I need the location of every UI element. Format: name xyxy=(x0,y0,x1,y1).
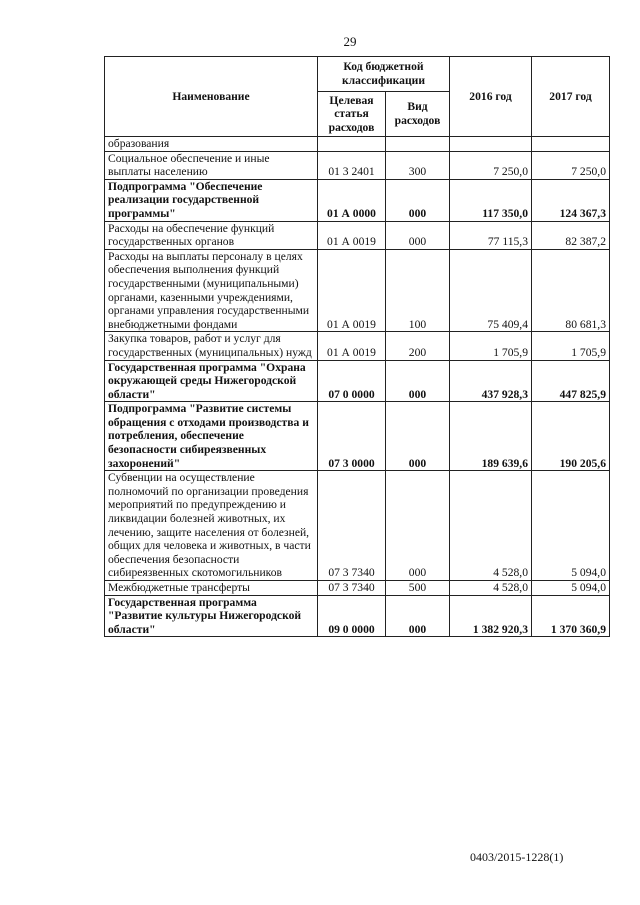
row-name: Подпрограмма "Обеспечение реализации государственной программы" xyxy=(105,179,318,221)
row-target-article: 07 3 0000 xyxy=(318,402,386,471)
row-amount-2016: 75 409,4 xyxy=(450,249,532,332)
row-target-article: 01 А 0019 xyxy=(318,221,386,249)
row-amount-2017: 124 367,3 xyxy=(532,179,610,221)
row-target-article: 01 А 0000 xyxy=(318,179,386,221)
header-name: Наименование xyxy=(105,57,318,137)
row-name: Государственная программа "Охрана окружающей среды Нижегородской области" xyxy=(105,360,318,402)
row-target-article: 07 0 0000 xyxy=(318,360,386,402)
row-expense-type: 000 xyxy=(386,402,450,471)
row-amount-2016: 1 382 920,3 xyxy=(450,595,532,637)
table-row xyxy=(105,249,610,332)
row-amount-2016: 1 705,9 xyxy=(450,332,532,360)
row-expense-type: 000 xyxy=(386,360,450,402)
row-name: Социальное обеспечение и иные выплаты населению xyxy=(105,151,318,179)
table-row xyxy=(105,360,610,402)
row-name: Закупка товаров, работ и услуг для государственных (муниципальных) нужд xyxy=(105,332,318,360)
table-row xyxy=(105,151,610,179)
row-expense-type: 300 xyxy=(386,151,450,179)
table-row xyxy=(105,221,610,249)
header-year-2016: 2016 год xyxy=(450,57,532,137)
header-expense-type: Вид расходов xyxy=(386,92,450,137)
row-target-article: 07 3 7340 xyxy=(318,471,386,581)
budget-table xyxy=(104,56,610,637)
row-expense-type: 000 xyxy=(386,179,450,221)
row-amount-2016: 117 350,0 xyxy=(450,179,532,221)
row-name: Подпрограмма "Развитие системы обращения с отходами производства и потребления, обеспечение безопасности сибиреязвенных захоронений" xyxy=(105,402,318,471)
row-expense-type: 000 xyxy=(386,595,450,637)
row-name: Государственная программа "Развитие культуры Нижегородской области" xyxy=(105,595,318,637)
row-expense-type: 200 xyxy=(386,332,450,360)
row-amount-2017: 447 825,9 xyxy=(532,360,610,402)
row-amount-2016: 77 115,3 xyxy=(450,221,532,249)
row-amount-2017: 82 387,2 xyxy=(532,221,610,249)
row-amount-2017: 190 205,6 xyxy=(532,402,610,471)
row-name: Субвенции на осуществление полномочий по организации проведения мероприятий по предупреждению и ликвидации болезней животных, их лечению, защите населения от болезней, общих для человека и животных, в части обеспечения безопасности сибиреязвенных скотомогильников xyxy=(105,471,318,581)
page-number: 29 xyxy=(343,34,357,49)
row-name: Межбюджетные трансферты xyxy=(105,581,318,596)
row-amount-2017 xyxy=(532,137,610,152)
row-amount-2016 xyxy=(450,137,532,152)
row-amount-2016: 189 639,6 xyxy=(450,402,532,471)
table-row xyxy=(105,402,610,471)
table-row xyxy=(105,595,610,637)
row-expense-type: 500 xyxy=(386,581,450,596)
row-amount-2016: 4 528,0 xyxy=(450,581,532,596)
row-amount-2016: 7 250,0 xyxy=(450,151,532,179)
row-amount-2017: 5 094,0 xyxy=(532,471,610,581)
row-amount-2017: 80 681,3 xyxy=(532,249,610,332)
table-row xyxy=(105,179,610,221)
row-name: Расходы на обеспечение функций государственных органов xyxy=(105,221,318,249)
row-expense-type: 000 xyxy=(386,471,450,581)
row-amount-2017: 1 370 360,9 xyxy=(532,595,610,637)
table-row xyxy=(105,137,610,152)
row-target-article xyxy=(318,137,386,152)
header-target-article: Целевая статья расходов xyxy=(318,92,386,137)
row-expense-type xyxy=(386,137,450,152)
row-amount-2016: 4 528,0 xyxy=(450,471,532,581)
row-amount-2017: 5 094,0 xyxy=(532,581,610,596)
row-target-article: 01 А 0019 xyxy=(318,332,386,360)
header-budget-code-group: Код бюджетной классификации xyxy=(318,57,450,92)
row-target-article: 01 3 2401 xyxy=(318,151,386,179)
row-expense-type: 000 xyxy=(386,221,450,249)
table-row xyxy=(105,581,610,596)
header-year-2017: 2017 год xyxy=(532,57,610,137)
row-amount-2017: 7 250,0 xyxy=(532,151,610,179)
row-target-article: 09 0 0000 xyxy=(318,595,386,637)
row-name: Расходы на выплаты персоналу в целях обеспечения выполнения функций государственными (муниципальными) органами, казенными учреждениями, органами управления государственными внебюджетными фондами xyxy=(105,249,318,332)
row-target-article: 07 3 7340 xyxy=(318,581,386,596)
row-amount-2017: 1 705,9 xyxy=(532,332,610,360)
row-name: образования xyxy=(105,137,318,152)
table-row xyxy=(105,471,610,581)
document-code: 0403/2015-1228(1) xyxy=(470,850,564,864)
table-row xyxy=(105,332,610,360)
row-expense-type: 100 xyxy=(386,249,450,332)
row-amount-2016: 437 928,3 xyxy=(450,360,532,402)
row-target-article: 01 А 0019 xyxy=(318,249,386,332)
